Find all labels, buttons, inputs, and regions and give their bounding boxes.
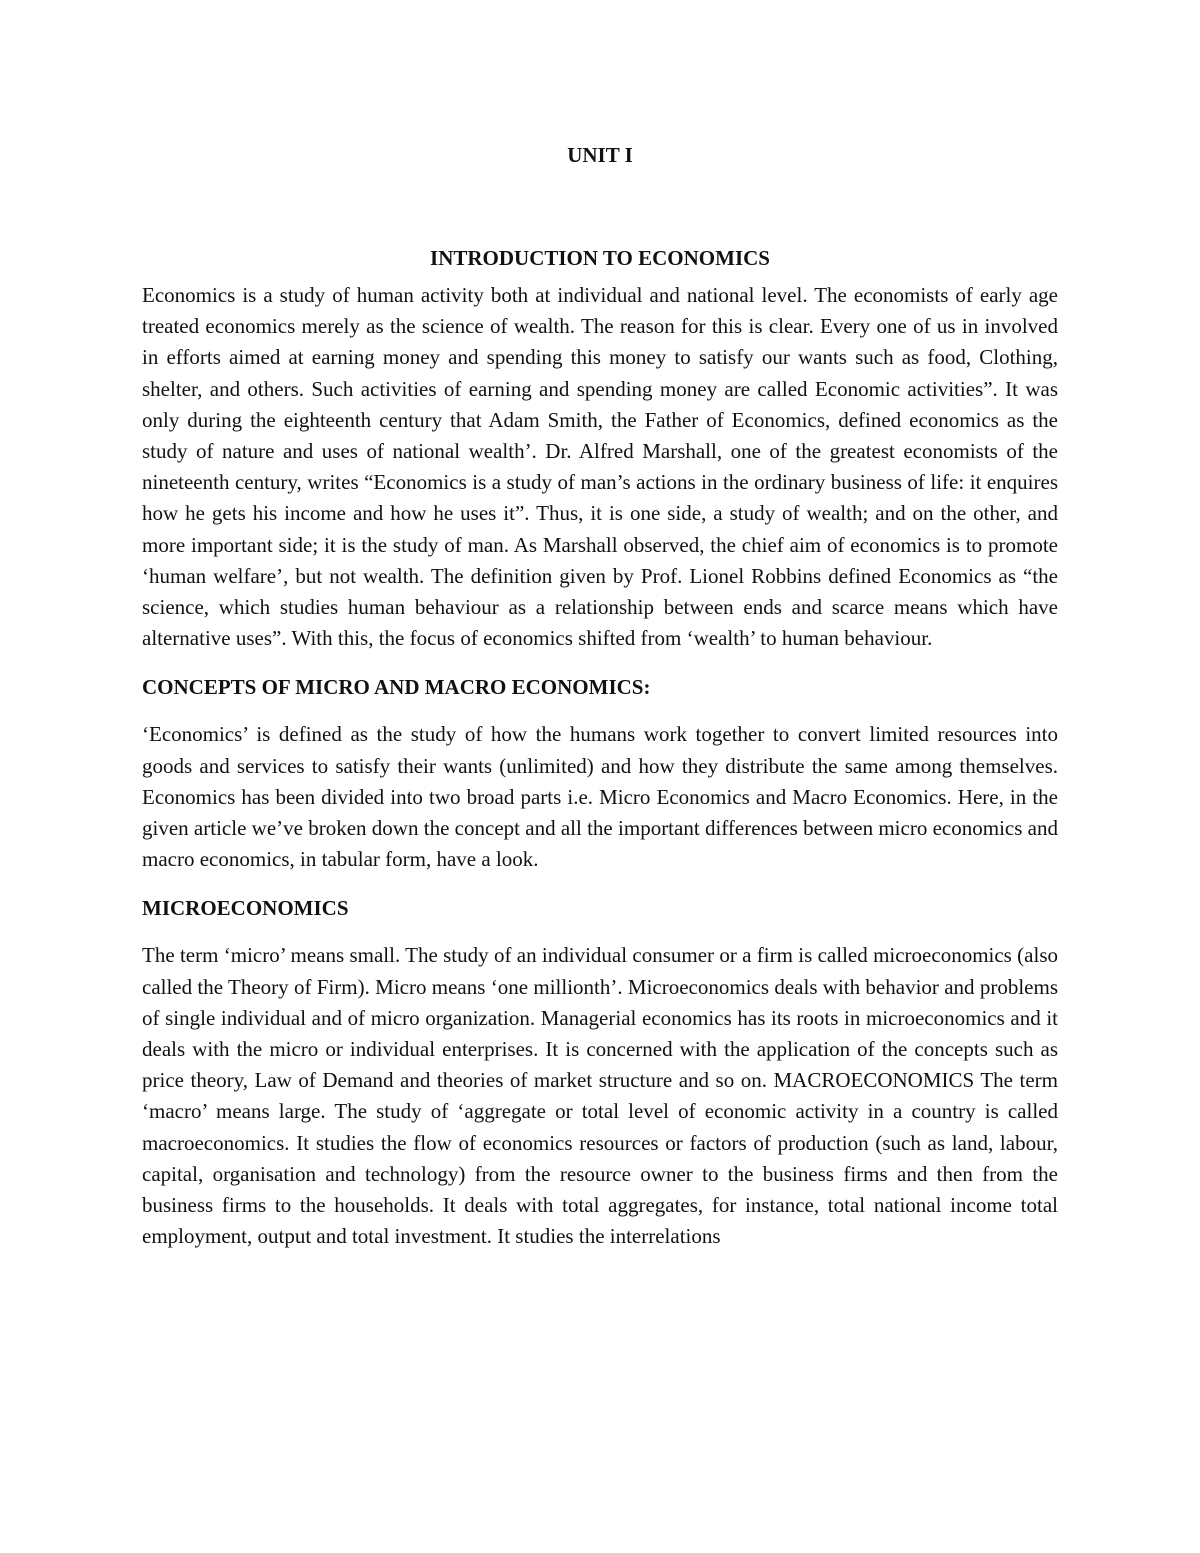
concepts-paragraph: ‘Economics’ is defined as the study of how the humans work together to convert limited resources into goods and services to satisfy their wants (unlimited) and how they distribute the same among themselves. Economics has been divided into two broad parts i.e. Micro Economics and Macro Economics. Here, in the given article we’ve broken down the concept and all the important differences between micro economics and macro economics, in tabular form, have a look. <box>142 722 1058 872</box>
document-content <box>142 140 1058 1268</box>
concepts-heading: CONCEPTS OF MICRO AND MACRO ECONOMICS: <box>142 675 651 700</box>
main-heading: INTRODUCTION TO ECONOMICS <box>430 246 770 270</box>
intro-paragraph: Economics is a study of human activity both at individual and national level. The economists of early age treated economics merely as the science of wealth. The reason for this is clear. Every one of us in involved in efforts aimed at earning money and spending this money to satisfy our wants such as food, Clothing, shelter, and others. Such activities of earning and spending money are called Economic activities”. It was only during the eighteenth century that Adam Smith, the Father of Economics, defined economics as the study of nature and uses of national wealth’. Dr. Alfred Marshall, one of the greatest economists of the nineteenth century, writes “Economics is a study of man’s actions in the ordinary business of life: it enquires how he gets his income and how he uses it”. Thus, it is one side, a study of wealth; and on the other, and more important side; it is the study of man. As Marshall observed, the chief aim of economics is to promote ‘human welfare’, but not wealth. The definition given by Prof. Lionel Robbins defined Economics as “the science, which studies human behaviour as a relationship between ends and scarce means which have alternative uses”. With this, the focus of economics shifted from ‘wealth’ to human behaviour. <box>142 283 1058 651</box>
microeconomics-heading: MICROECONOMICS <box>142 896 349 921</box>
microeconomics-paragraph: The term ‘micro’ means small. The study of an individual consumer or a firm is called microeconomics (also called the Theory of Firm). Micro means ‘one millionth’. Microeconomics deals with behavior and problems of single individual and of micro organization. Managerial economics has its roots in microeconomics and it deals with the micro or individual enterprises. It is concerned with the application of the concepts such as price theory, Law of Demand and theories of market structure and so on. MACROECONOMICS The term ‘macro’ means large. The study of ‘aggregate or total level of economic activity in a country is called macroeconomics. It studies the flow of economics resources or factors of production (such as land, labour, capital, organisation and technology) from the resource owner to the business firms and then from the business firms to the households. It deals with total aggregates, for instance, total national income total employment, output and total investment. It studies the interrelations <box>142 943 1058 1249</box>
unit-title: UNIT I <box>567 143 633 167</box>
